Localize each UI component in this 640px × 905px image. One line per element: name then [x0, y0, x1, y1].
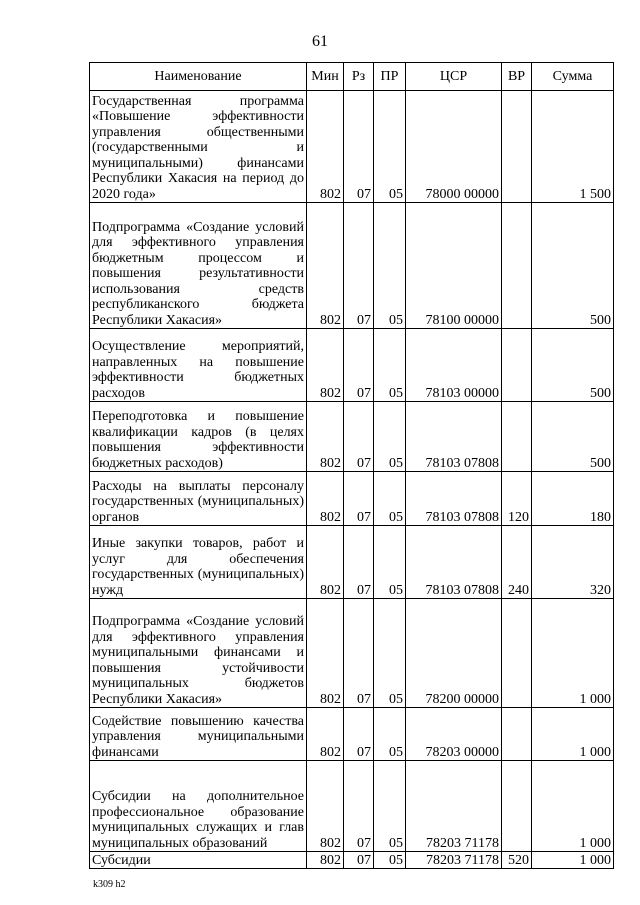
row-vr	[502, 708, 532, 761]
row-rz: 07	[344, 526, 374, 599]
header-name: Наименование	[90, 63, 307, 91]
row-sum: 500	[532, 402, 614, 472]
row-name: Подпрограмма «Создание условий для эффективного управления муниципальными финансами и повышения устойчивости муниципальных бюджетов Республики Хакасия»	[90, 599, 307, 708]
row-sum: 500	[532, 203, 614, 329]
row-sum: 1 500	[532, 91, 614, 203]
table-row	[90, 203, 614, 329]
header-rz: Рз	[344, 63, 374, 91]
row-csr: 78103 07808	[406, 472, 502, 526]
row-pr: 05	[374, 329, 406, 402]
table-row	[90, 761, 614, 852]
row-rz: 07	[344, 599, 374, 708]
row-min: 802	[307, 708, 344, 761]
table-row	[90, 329, 614, 402]
row-sum: 1 000	[532, 761, 614, 852]
row-pr: 05	[374, 708, 406, 761]
row-csr: 78200 00000	[406, 599, 502, 708]
row-rz: 07	[344, 708, 374, 761]
row-vr	[502, 761, 532, 852]
table-row	[90, 402, 614, 472]
row-sum: 500	[532, 329, 614, 402]
header-min: Мин	[307, 63, 344, 91]
row-min: 802	[307, 761, 344, 852]
row-vr	[502, 402, 532, 472]
row-pr: 05	[374, 526, 406, 599]
row-name: Субсидии	[90, 852, 307, 869]
row-min: 802	[307, 91, 344, 203]
row-csr: 78103 07808	[406, 526, 502, 599]
row-pr: 05	[374, 761, 406, 852]
row-name: Иные закупки товаров, работ и услуг для обеспечения государственных (муниципальных) нужд	[90, 526, 307, 599]
row-pr: 05	[374, 852, 406, 869]
header-csr: ЦСР	[406, 63, 502, 91]
row-csr: 78203 71178	[406, 852, 502, 869]
row-sum: 320	[532, 526, 614, 599]
row-vr	[502, 203, 532, 329]
row-pr: 05	[374, 599, 406, 708]
header-vr: ВР	[502, 63, 532, 91]
row-name: Субсидии на дополнительное профессиональное образование муниципальных служащих и глав муниципальных образований	[90, 761, 307, 852]
row-name: Переподготовка и повышение квалификации кадров (в целях повышения эффективности бюджетных расходов)	[90, 402, 307, 472]
row-csr: 78000 00000	[406, 91, 502, 203]
table-row	[90, 599, 614, 708]
row-vr	[502, 91, 532, 203]
row-pr: 05	[374, 91, 406, 203]
row-pr: 05	[374, 472, 406, 526]
header-pr: ПР	[374, 63, 406, 91]
row-sum: 1 000	[532, 852, 614, 869]
row-rz: 07	[344, 761, 374, 852]
row-name: Государственная программа «Повышение эффективности управления общественными (государственными и муниципальными) финансами Республики Хакасия на период до 2020 года»	[90, 91, 307, 203]
row-min: 802	[307, 203, 344, 329]
header-sum: Сумма	[532, 63, 614, 91]
row-name: Осуществление мероприятий, направленных на повышение эффективности бюджетных расходов	[90, 329, 307, 402]
row-sum: 1 000	[532, 708, 614, 761]
row-name: Расходы на выплаты персоналу государственных (муниципальных) органов	[90, 472, 307, 526]
row-pr: 05	[374, 203, 406, 329]
row-vr: 520	[502, 852, 532, 869]
table-row	[90, 708, 614, 761]
row-vr	[502, 329, 532, 402]
row-min: 802	[307, 472, 344, 526]
row-sum: 1 000	[532, 599, 614, 708]
row-vr: 240	[502, 526, 532, 599]
table-row	[90, 472, 614, 526]
row-rz: 07	[344, 91, 374, 203]
row-rz: 07	[344, 852, 374, 869]
row-csr: 78203 00000	[406, 708, 502, 761]
row-min: 802	[307, 329, 344, 402]
table-row	[90, 852, 614, 869]
row-vr	[502, 599, 532, 708]
row-csr: 78203 71178	[406, 761, 502, 852]
row-pr: 05	[374, 402, 406, 472]
row-min: 802	[307, 402, 344, 472]
table-row	[90, 526, 614, 599]
row-rz: 07	[344, 402, 374, 472]
row-min: 802	[307, 526, 344, 599]
row-rz: 07	[344, 203, 374, 329]
page-number: 61	[312, 33, 328, 50]
row-vr: 120	[502, 472, 532, 526]
table-header-row	[90, 63, 614, 91]
row-min: 802	[307, 852, 344, 869]
row-name: Подпрограмма «Создание условий для эффективного управления бюджетным процессом и повышения результативности использования средств республиканского бюджета Республики Хакасия»	[90, 203, 307, 329]
table-row	[90, 91, 614, 203]
row-name: Содействие повышению качества управления муниципальными финансами	[90, 708, 307, 761]
row-csr: 78103 00000	[406, 329, 502, 402]
row-csr: 78100 00000	[406, 203, 502, 329]
budget-table	[89, 62, 614, 869]
row-min: 802	[307, 599, 344, 708]
row-csr: 78103 07808	[406, 402, 502, 472]
row-sum: 180	[532, 472, 614, 526]
row-rz: 07	[344, 329, 374, 402]
footer-code: k309 h2	[93, 879, 126, 890]
row-rz: 07	[344, 472, 374, 526]
